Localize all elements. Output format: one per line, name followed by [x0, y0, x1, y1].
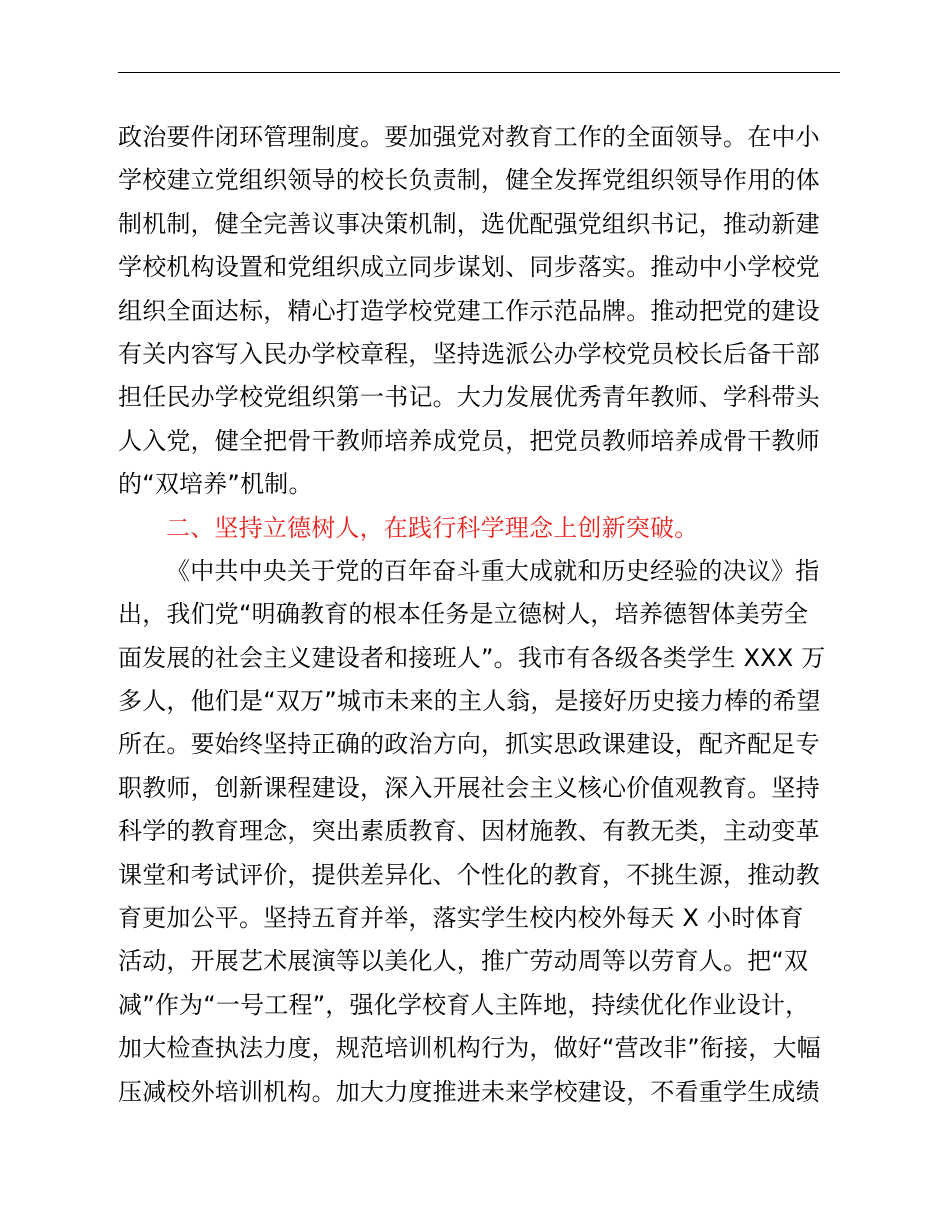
text-line: 减”作为“一号工程”，强化学校育人主阵地，持续优化作业设计， — [118, 990, 810, 1019]
paragraph-1 — [118, 116, 858, 507]
text-line: 压减校外培训机构。加大力度推进未来学校建设，不看重学生成绩 — [118, 1077, 820, 1106]
text-line: 《中共中央关于党的百年奋斗重大成就和历史经验的决议》指 — [166, 556, 820, 585]
text-line: 加大检查执法力度，规范培训机构行为，做好“营改非”衔接，大幅 — [118, 1034, 821, 1063]
document-body — [118, 116, 858, 1114]
text-line: 政治要件闭环管理制度。要加强党对教育工作的全面领导。在中小 — [118, 123, 820, 151]
text-line: 组织全面达标，精心打造学校党建工作示范品牌。推动把党的建设 — [118, 296, 820, 325]
text-line: 的“双培养”机制。 — [118, 470, 313, 499]
text-line: 多人，他们是“双万”城市未来的主人翁，是接好历史接力棒的希望 — [118, 687, 821, 716]
text-line: 制机制，健全完善议事决策机制，选优配强党组织书记，推动新建 — [118, 209, 820, 238]
text-line: 所在。要始终坚持正确的政治方向，抓实思政课建设，配齐配足专 — [118, 730, 820, 759]
text-line: 担任民办学校党组织第一书记。大力发展优秀青年教师、学科带头 — [118, 383, 820, 412]
text-line: 课堂和考试评价，提供差异化、个性化的教育，不挑生源，推动教 — [118, 860, 820, 889]
section-heading: 二、坚持立德树人，在践行科学理念上创新突破。 — [166, 513, 699, 542]
text-line: 科学的教育理念，突出素质教育、因材施教、有教无类，主动变革 — [118, 817, 820, 846]
header-rule — [118, 72, 840, 73]
text-line: 学校机构设置和党组织成立同步谋划、同步落实。推动中小学校党 — [118, 253, 820, 282]
text-line: 活动，开展艺术展演等以美化人，推广劳动周等以劳育人。把“双 — [118, 947, 809, 976]
text-line: 人入党，健全把骨干教师培养成党员，把党员教师培养成骨干教师 — [118, 426, 820, 455]
text-line: 面发展的社会主义建设者和接班人”。我市有各级各类学生 XXX 万 — [118, 643, 826, 672]
text-line: 有关内容写入民办学校章程，坚持选派公办学校党员校长后备干部 — [118, 339, 820, 368]
paragraph-2 — [118, 550, 858, 1114]
text-line: 出，我们党“明确教育的根本任务是立德树人，培养德智体美劳全 — [118, 600, 809, 629]
text-line: 职教师，创新课程建设，深入开展社会主义核心价值观教育。坚持 — [118, 773, 820, 802]
text-line: 学校建立党组织领导的校长负责制，健全发挥党组织领导作用的体 — [118, 166, 820, 195]
text-line: 育更加公平。坚持五育并举，落实学生校内校外每天 X 小时体育 — [118, 904, 804, 933]
